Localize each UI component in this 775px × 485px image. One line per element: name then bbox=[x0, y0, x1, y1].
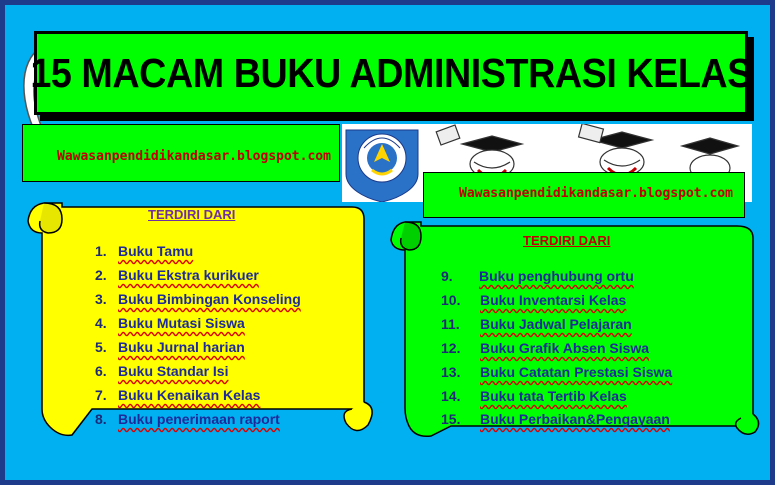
right-scroll-panel bbox=[385, 218, 765, 440]
list-item-number: 7. bbox=[95, 387, 107, 403]
list-item-number: 13. bbox=[441, 364, 461, 380]
list-item-number: 10. bbox=[441, 292, 461, 308]
list-item-number: 11. bbox=[441, 316, 460, 332]
tut-wuri-handayani-logo-icon bbox=[346, 130, 418, 202]
list-item-number: 3. bbox=[95, 291, 107, 307]
list-item-number: 1. bbox=[95, 243, 107, 259]
list-item-label: Buku Standar Isi bbox=[118, 363, 229, 379]
list-item-label: Buku Jurnal harian bbox=[118, 339, 245, 355]
list-item-number: 6. bbox=[95, 363, 107, 379]
list-item-number: 12. bbox=[441, 340, 461, 356]
list-item-label: Buku Mutasi Siswa bbox=[118, 315, 245, 331]
left-scroll-panel bbox=[22, 197, 374, 440]
list-item-number: 14. bbox=[441, 388, 461, 404]
list-item-label: Buku Catatan Prestasi Siswa bbox=[480, 364, 673, 380]
list-item-number: 5. bbox=[95, 339, 107, 355]
list-item-label: Buku Grafik Absen Siswa bbox=[480, 340, 650, 356]
list-item-label: Buku Ekstra kurikuer bbox=[118, 267, 259, 283]
list-item-label: Buku Tamu bbox=[118, 243, 194, 259]
left-list-heading: TERDIRI DARI bbox=[148, 207, 236, 222]
list-item-number: 9. bbox=[441, 268, 453, 284]
list-item-number: 2. bbox=[95, 267, 107, 283]
page-title: 15 MACAM BUKU ADMINISTRASI KELAS bbox=[30, 49, 752, 96]
list-item-number: 8. bbox=[95, 411, 107, 427]
list-item-label: Buku penghubung ortu bbox=[479, 268, 634, 284]
blog-url-box-right bbox=[423, 172, 745, 218]
list-item-label: Buku Bimbingan Konseling bbox=[118, 291, 301, 307]
title-banner bbox=[30, 31, 752, 115]
blog-url-left: Wawasanpendidikandasar.blogspot.com bbox=[57, 149, 331, 164]
list-item-label: Buku tata Tertib Kelas bbox=[480, 388, 627, 404]
list-item-label: Buku penerimaan raport bbox=[118, 411, 280, 427]
list-item-number: 4. bbox=[95, 315, 107, 331]
right-list-heading: TERDIRI DARI bbox=[523, 233, 611, 248]
blog-url-box-left bbox=[22, 124, 340, 182]
graduate-figure-icon bbox=[579, 124, 652, 176]
list-item-label: Buku Perbaikan&Pengayaan bbox=[480, 411, 670, 427]
list-item-label: Buku Jadwal Pelajaran bbox=[480, 316, 632, 332]
blog-url-right: Wawasanpendidikandasar.blogspot.com bbox=[459, 186, 733, 201]
list-item-label: Buku Kenaikan Kelas bbox=[118, 387, 261, 403]
list-item-number: 15. bbox=[441, 411, 461, 427]
list-item-label: Buku Inventarsi Kelas bbox=[480, 292, 627, 308]
graduate-figure-icon bbox=[436, 125, 522, 178]
